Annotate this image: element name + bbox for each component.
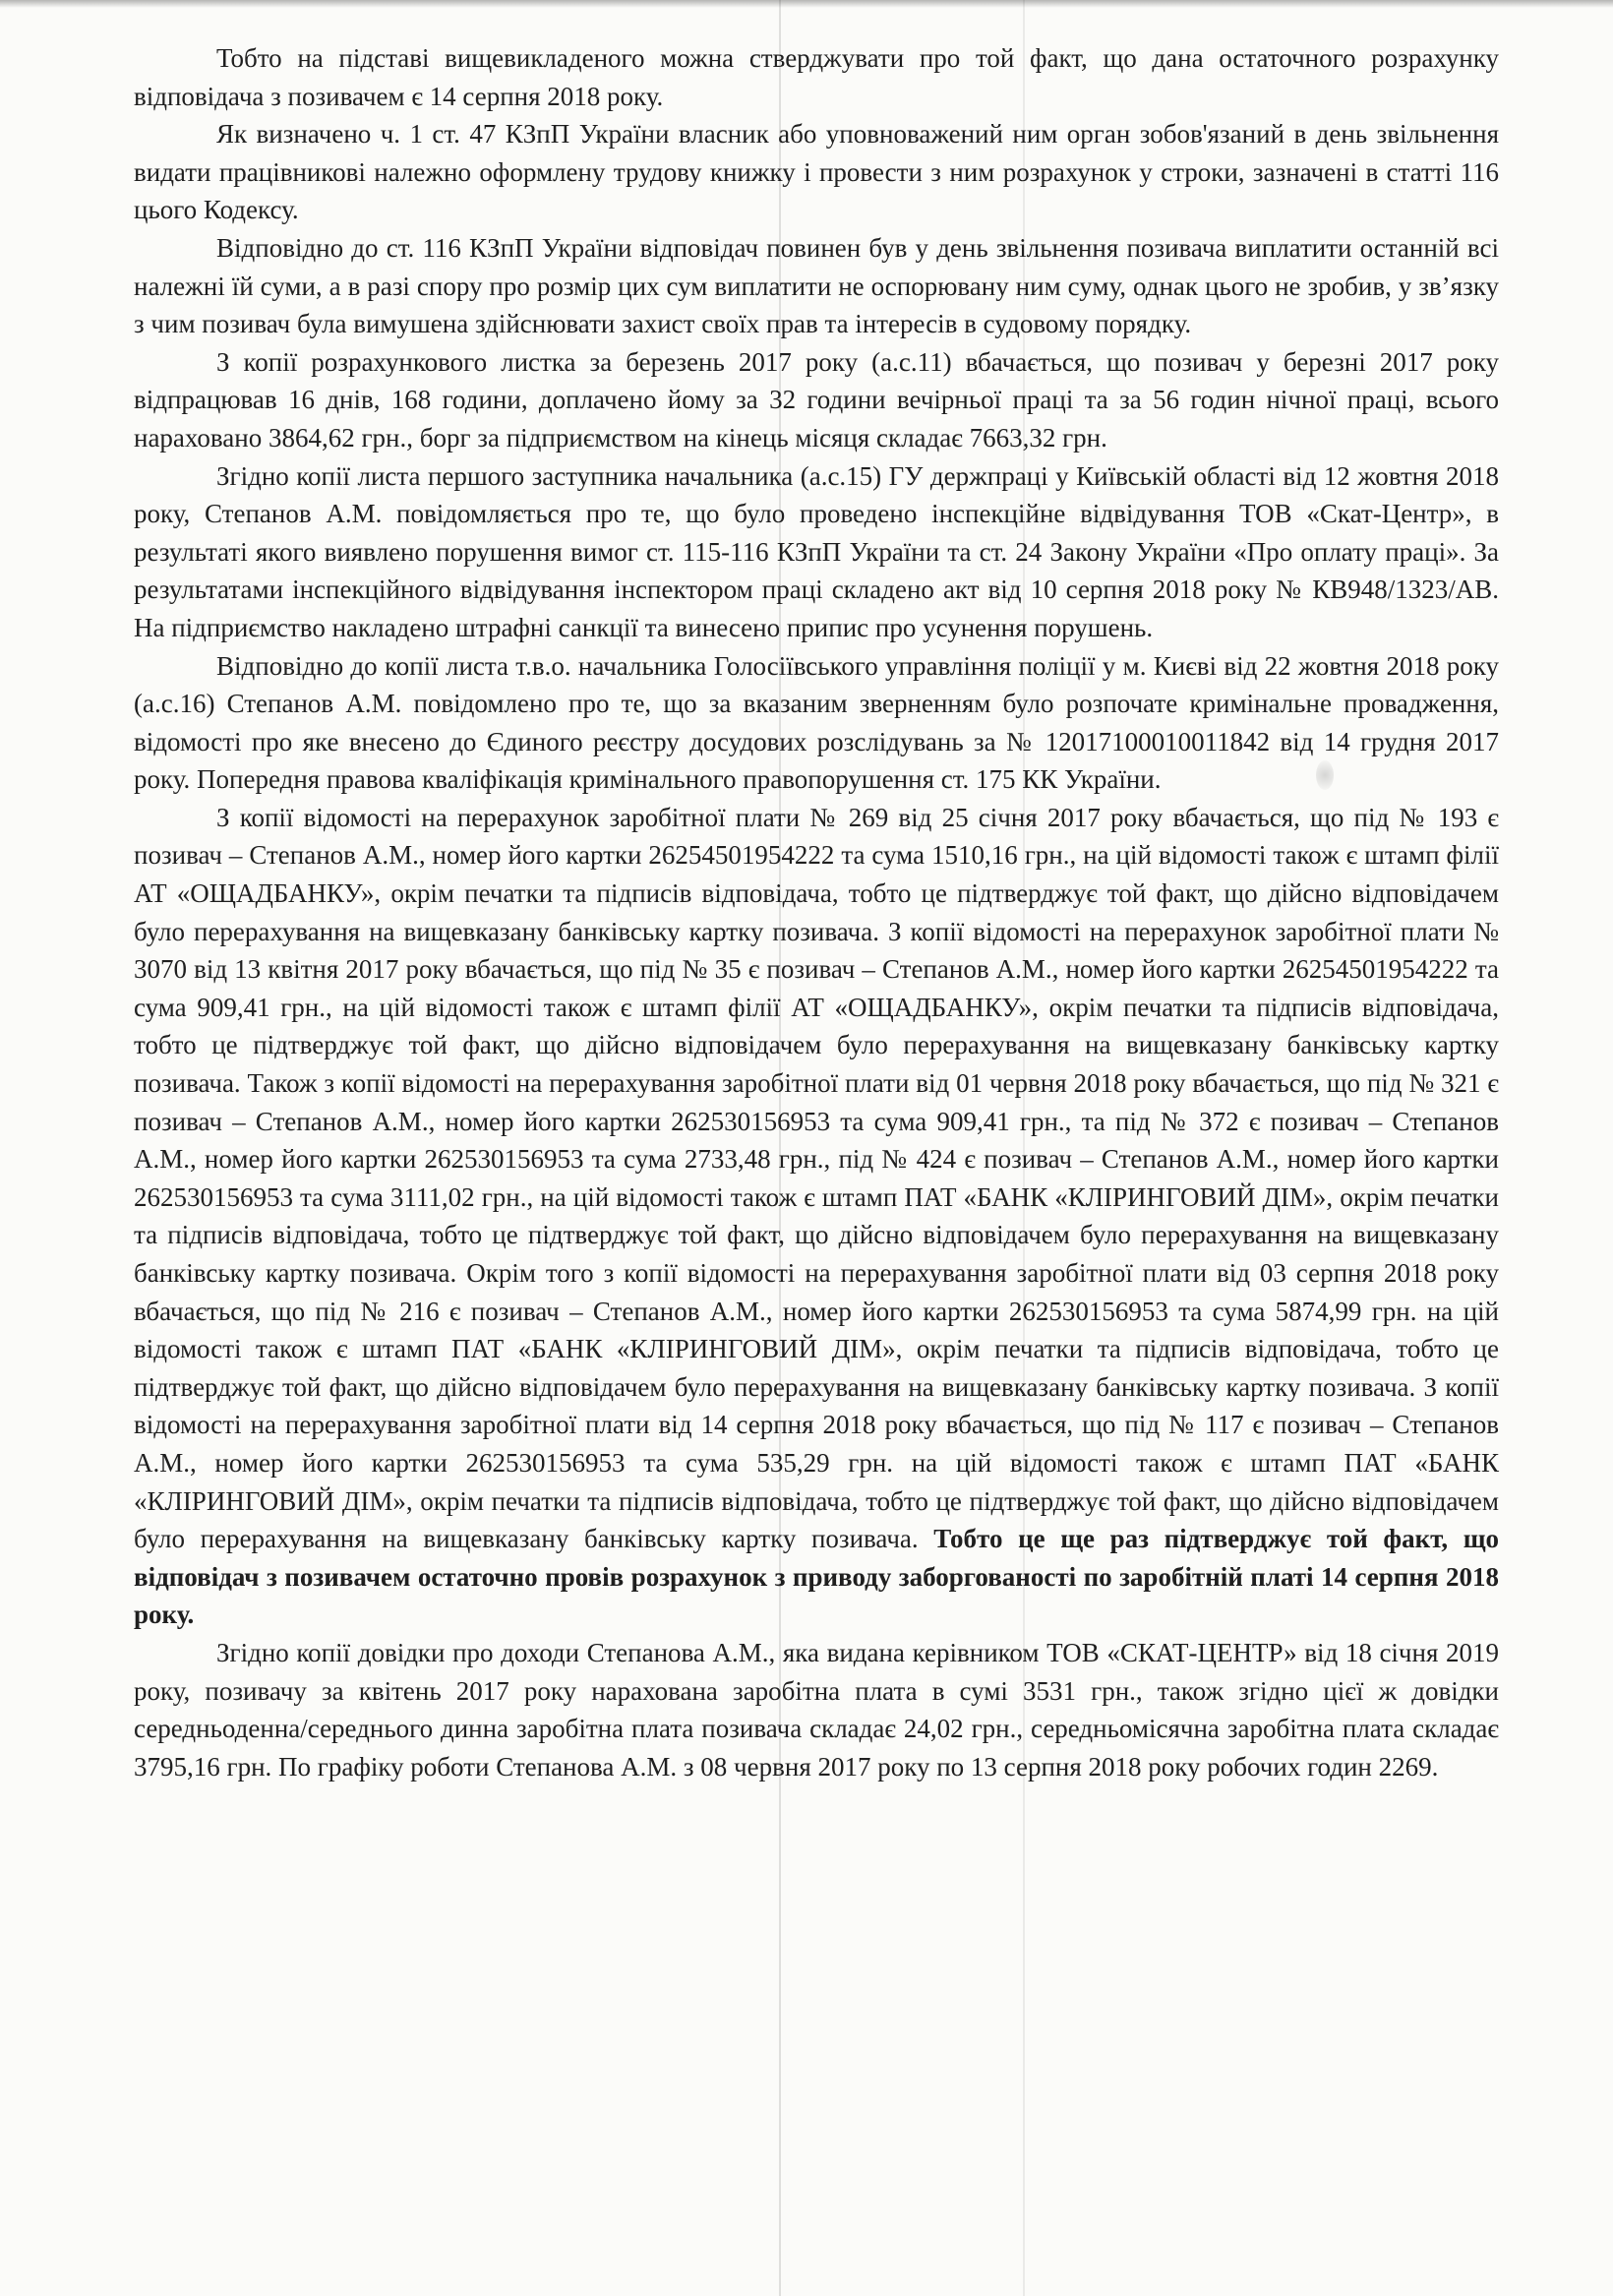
salary-transfer-text: З копії відомості на перерахунок заробітної плати № 269 від 25 січня 2017 року вбачається, що під № 193 є позивач – Степанов А.М., номер його картки 26254501954222 та сума 1510,16 грн., на цій відомості також є штамп філії АТ «ОЩАДБАНКУ», окрім печатки та підписів відповідача, тобто це підтверджує той факт, що дійсно відповідачем було перерахування на вищевказану банківську картку позивача. З копії відомості на перерахунок заробітної плати № 3070 від 13 квітня 2017 року вбачається, що під № 35 є позивач – Степанов А.М., номер його картки 26254501954222 та сума 909,41 грн., на цій відомості також є штамп філії АТ «ОЩАДБАНКУ», окрім печатки та підписів відповідача, тобто це підтверджує той факт, що дійсно відповідачем було перерахування на вищевказану банківську картку позивача. Також з копії відомості на перерахування заробітної плати від 01 червня 2018 року вбачається, що під № 321 є позивач – Степанов А.М., номер його картки 262530156953 та сума 909,41 грн., та під № 372 є позивач – Степанов А.М., номер його картки 262530156953 та сума 2733,48 грн., під № 424 є позивач – Степанов А.М., номер його картки 262530156953 та сума 3111,02 грн., на цій відомості також є штамп ПАТ «БАНК «КЛІРИНГОВИЙ ДІМ», окрім печатки та підписів відповідача, тобто це підтверджує той факт, що дійсно відповідачем було перерахування на вищевказану банківську картку позивача. Окрім того з копії відомості на перерахування заробітної плати від 03 серпня 2018 року вбачається, що під № 216 є позивач – Степанов А.М., номер його картки 262530156953 та сума 5874,99 грн. на цій відомості також є штамп ПАТ «БАНК «КЛІРИНГОВИЙ ДІМ», окрім печатки та підписів відповідача, тобто це підтверджує той факт, що дійсно відповідачем було перерахування на вищевказану банківську картку позивача. З копії відомості на перерахування заробітної плати від 14 серпня 2018 року вбачається, що під № 117 є позивач – Степанов А.М., номер його картки 262530156953 та сума 535,29 грн. на цій відомості також є штамп ПАТ «БАНК «КЛІРИНГОВИЙ ДІМ», окрім печатки та підписів відповідача, тобто це підтверджує той факт, що дійсно відповідачем було перерахування на вищевказану банківську картку позивача. (134, 802, 1499, 1554)
paragraph-income-certificate: Згідно копії довідки про доходи Степанова А.М., яка видана керівником ТОВ «СКАТ-ЦЕНТР» від 18 січня 2019 року, позивачу за квітень 2017 року нарахована заробітна плата в сумі 3531 грн., також згідно цієї ж довідки середньоденна/середнього динна заробітна плата позивача складає 24,02 грн., середньомісячна заробітна плата складає 3795,16 грн. По графіку роботи Степанова А.М. з 08 червня 2017 року по 13 серпня 2018 року робочих годин 2269. (134, 1637, 1499, 1782)
paragraph-labor-inspection-letter: Згідно копії листа першого заступника начальника (а.с.15) ГУ держпраці у Київській області від 12 жовтня 2018 року, Степанов А.М. повідомляється про те, що було проведено інспекційне відвідування ТОВ «Скат-Центр», в результаті якого виявлено порушення вимог ст. 115-116 КЗпП України та ст. 24 Закону України «Про оплату праці». За результатами інспекційного відвідування інспектором праці складено акт від 10 серпня 2018 року № КВ948/1323/АВ. На підприємство накладено штрафні санкції та винесено припис про усунення порушень. (134, 460, 1499, 642)
scan-top-edge-shadow (0, 0, 1613, 8)
paragraph-salary-transfer-statements (134, 799, 1499, 1634)
paragraph-article-47: Як визначено ч. 1 ст. 47 КЗпП України власник або уповноважений ним орган зобов'язаний в день звільнення видати працівникові належно оформлену трудову книжку і провести з ним розрахунок у строки, зазначені в статті 116 цього Кодексу. (134, 119, 1499, 225)
paragraph-final-settlement-date: Тобто на підставі вищевикладеного можна стверджувати про той факт, що дана остаточного розрахунку відповідача з позивачем є 14 серпня 2018 року. (134, 43, 1499, 111)
bold-conclusion-text: Тобто це ще раз підтверджує той факт, що відповідач з позивачем остаточно провів розрахунок з приводу заборгованості по заробітній платі 14 серпня 2018 року. (134, 1524, 1500, 1630)
document-body (134, 39, 1499, 1785)
paragraph-article-116: Відповідно до ст. 116 КЗпП України відповідач повинен був у день звільнення позивача виплатити останній всі належні їй суми, а в разі спору про розмір цих сум виплатити не оспорювану ним суму, однак цього не зробив, у зв’язку з чим позивач була вимушена здійснювати захист своїх прав та інтересів в судовому порядку. (134, 232, 1499, 339)
paragraph-police-letter: Відповідно до копії листа т.в.о. начальника Голосіївського управління поліції у м. Києві від 22 жовтня 2018 року (а.с.16) Степанов А.М. повідомлено про те, що за вказаним зверненням було розпочате кримінальне провадження, відомості про яке внесено до Єдиного реєстру досудових розслідувань за № 12017100010011842 від 14 грудня 2017 року. Попередня правова кваліфікація кримінального правопорушення ст. 175 КК України. (134, 650, 1499, 795)
paragraph-march-payslip: З копії розрахункового листка за березень 2017 року (а.с.11) вбачається, що позивач у березні 2017 року відпрацював 16 днів, 168 години, доплачено йому за 32 години вечірньої праці та за 56 годин нічної праці, всього нараховано 3864,62 грн., борг за підприємством на кінець місяця складає 7663,32 грн. (134, 346, 1499, 453)
